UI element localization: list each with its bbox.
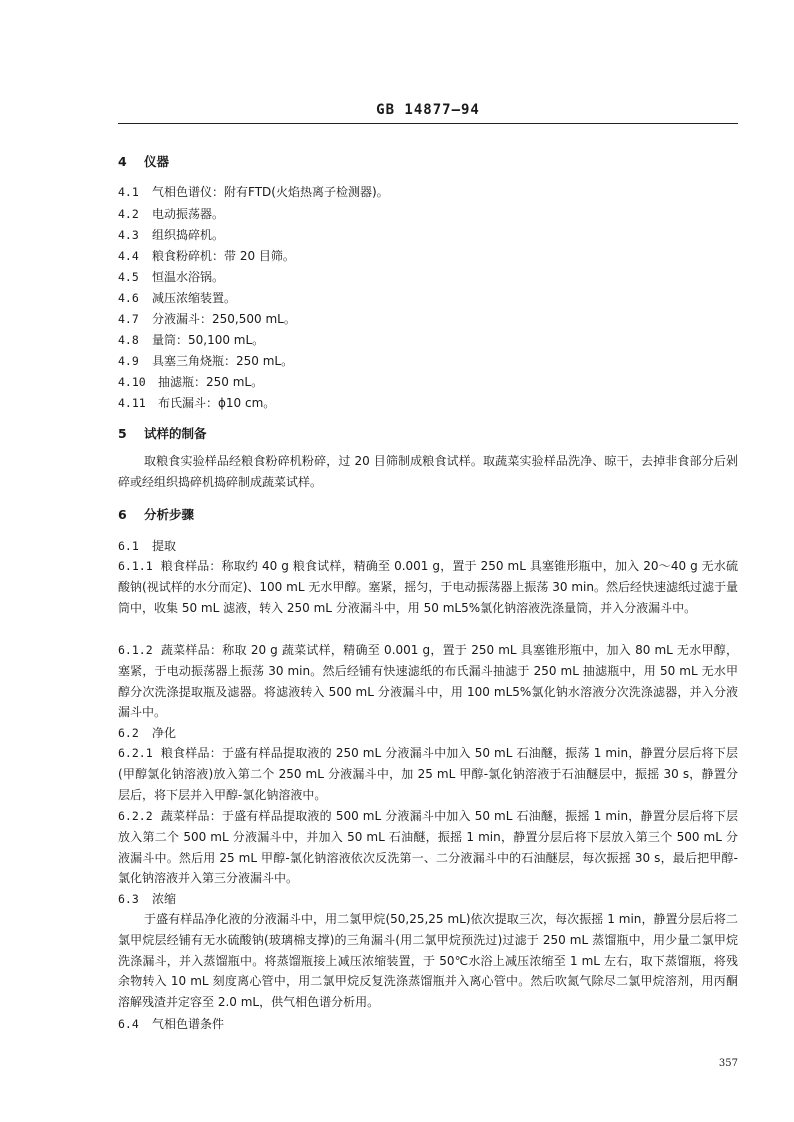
- item-text: 粮食粉碎机：带 20 目筛。: [152, 249, 295, 263]
- clause-text: 粮食样品：于盛有样品提取液的 250 mL 分液漏斗中加入 50 mL 石油醚，振荡 1 min，静置分层后将下层(甲醇氯化钠溶液)放入第二个 250 mL 分液漏斗中，加 25 mL 甲醇-氯化钠溶液于石油醚层中，振摇 30 s，静置分层后，将下层并入甲醇-氯化钠溶液中。: [118, 746, 738, 802]
- item-number: 4.7: [118, 312, 139, 326]
- clause-text: 蔬菜样品：称取 20 g 蔬菜试样，精确至 0.001 g，置于 250 mL 具塞锥形瓶中，加入 80 mL 无水甲醇，塞紧，于电动振荡器上振荡 30 min。然后经铺有快速滤纸的布氏漏斗抽滤于 250 mL 抽滤瓶中，用 50 mL 无水甲醇分次洗涤提取瓶及滤器。将滤液转入 500 mL 分液漏斗中，用 100 mL5%氯化钠水溶液分次洗涤滤器，并入分液漏斗中。: [118, 643, 738, 720]
- subsection-title: 浓缩: [152, 892, 177, 906]
- subsection-number: 6.3: [118, 892, 139, 906]
- item-number: 4.10: [118, 375, 146, 389]
- list-item: [118, 268, 738, 285]
- item-text: 组织捣碎机。: [152, 228, 225, 242]
- standard-code-header: GB 14877—94: [376, 102, 480, 118]
- item-text: 量筒：50,100 mL。: [152, 333, 265, 347]
- subsection-title: 净化: [152, 726, 177, 740]
- section-5-heading: [118, 424, 738, 442]
- subsection-6-2-heading: [118, 724, 738, 741]
- list-item: [118, 394, 738, 411]
- list-item: [118, 226, 738, 243]
- section-title: 仪器: [144, 154, 170, 169]
- clause-text: 蔬菜样品：于盛有样品提取液的 500 mL 分液漏斗中加入 50 mL 石油醚，振摇 1 min，静置分层后将下层放入第二个 500 mL 分液漏斗中，并加入 50 mL 石油醚，振摇 1 min，静置分层后将下层放入第三个 500 mL 分液漏斗中。然后用 25 mL 甲醇-氯化钠溶液依次反洗第一、二分液漏斗中的石油醚层，每次振摇 30 s，最后把甲醇-氯化钠溶液并入第三分液漏斗中。: [118, 809, 738, 886]
- clause-number: 6.1.2: [118, 643, 153, 657]
- header-rule: [118, 123, 738, 124]
- paragraph-6-1-1: [118, 556, 738, 618]
- paragraph: 取粮食实验样品经粮食粉碎机粉碎，过 20 目筛制成粮食试样。取蔬菜实验样品洗净、晾干，去掉非食部分后剁碎或经组织捣碎机捣碎制成蔬菜试样。: [118, 454, 738, 489]
- clause-number: 6.2.1: [118, 746, 153, 760]
- section-number: 5: [118, 426, 127, 441]
- subsection-number: 6.2: [118, 726, 139, 740]
- list-item: [118, 373, 738, 390]
- paragraph-6-2-2: [118, 806, 738, 889]
- item-number: 4.2: [118, 207, 139, 221]
- paragraph-6-2-1: [118, 743, 738, 805]
- clause-text: 粮食样品：称取约 40 g 粮食试样，精确至 0.001 g，置于 250 mL 具塞锥形瓶中，加入 20～40 g 无水硫酸钠(视试样的水分而定)、100 mL 无水甲醇。塞紧，摇匀，于电动振荡器上振荡 30 min。然后经快速滤纸过滤于量筒中，收集 50 mL 滤液，转入 250 mL 分液漏斗中，用 50 mL5%氯化钠溶液洗涤量筒，并入分液漏斗中。: [118, 559, 738, 615]
- subsection-title: 气相色谱条件: [152, 1017, 225, 1031]
- section-4-heading: [118, 152, 738, 170]
- item-number: 4.3: [118, 228, 139, 242]
- item-number: 4.11: [118, 396, 146, 410]
- item-text: 恒温水浴锅。: [152, 270, 225, 284]
- list-item: [118, 352, 738, 369]
- section-title: 分析步骤: [144, 507, 195, 522]
- item-text: 具塞三角烧瓶：250 mL。: [152, 354, 294, 368]
- section-number: 6: [118, 507, 127, 522]
- list-item: [118, 247, 738, 264]
- subsection-number: 6.4: [118, 1017, 139, 1031]
- clause-number: 6.1.1: [118, 559, 153, 573]
- section-6-heading: [118, 505, 738, 523]
- item-number: 4.1: [118, 185, 139, 199]
- list-item: [118, 310, 738, 327]
- subsection-6-1-heading: [118, 537, 738, 554]
- list-item: [118, 183, 738, 200]
- list-item: [118, 331, 738, 348]
- subsection-6-3-heading: [118, 890, 738, 907]
- item-text: 减压浓缩装置。: [152, 291, 237, 305]
- paragraph-6-1-2: [118, 640, 738, 723]
- list-item: [118, 289, 738, 306]
- item-number: 4.8: [118, 333, 139, 347]
- section-title: 试样的制备: [144, 426, 207, 441]
- item-text: 气相色谱仪：附有FTD(火焰热离子检测器)。: [152, 185, 389, 199]
- item-number: 4.4: [118, 249, 139, 263]
- subsection-title: 提取: [152, 539, 177, 553]
- item-text: 电动振荡器。: [152, 207, 225, 221]
- item-text: 抽滤瓶：250 mL。: [158, 375, 264, 389]
- clause-number: 6.2.2: [118, 809, 153, 823]
- page-number: 357: [718, 1058, 738, 1069]
- item-text: 分液漏斗：250,500 mL。: [152, 312, 296, 326]
- item-number: 4.6: [118, 291, 139, 305]
- paragraph-6-3: 于盛有样品净化液的分液漏斗中，用二氯甲烷(50,25,25 mL)依次提取三次，每次振摇 1 min，静置分层后将二氯甲烷层经铺有无水硫酸钠(玻璃棉支撑)的三角漏斗(用二氯甲烷预洗过)过滤于 250 mL 蒸馏瓶中，用少量二氯甲烷洗涤漏斗，并入蒸馏瓶中。将蒸馏瓶接上减压浓缩装置，于 50℃水浴上减压浓缩至 1 mL 左右，取下蒸馏瓶，将残余物转入 10 mL 刻度离心管中，用二氯甲烷反复洗涤蒸馏瓶并入离心管中。然后吹氮气除尽二氯甲烷溶剂，用丙酮溶解残渣并定容至 2.0 mL，供气相色谱分析用。: [118, 912, 738, 1010]
- subsection-number: 6.1: [118, 539, 139, 553]
- item-number: 4.9: [118, 354, 139, 368]
- section-number: 4: [118, 154, 127, 169]
- subsection-6-4-heading: [118, 1015, 738, 1032]
- list-item: [118, 205, 738, 222]
- item-number: 4.5: [118, 270, 139, 284]
- item-text: 布氏漏斗：ϕ10 cm。: [158, 396, 276, 410]
